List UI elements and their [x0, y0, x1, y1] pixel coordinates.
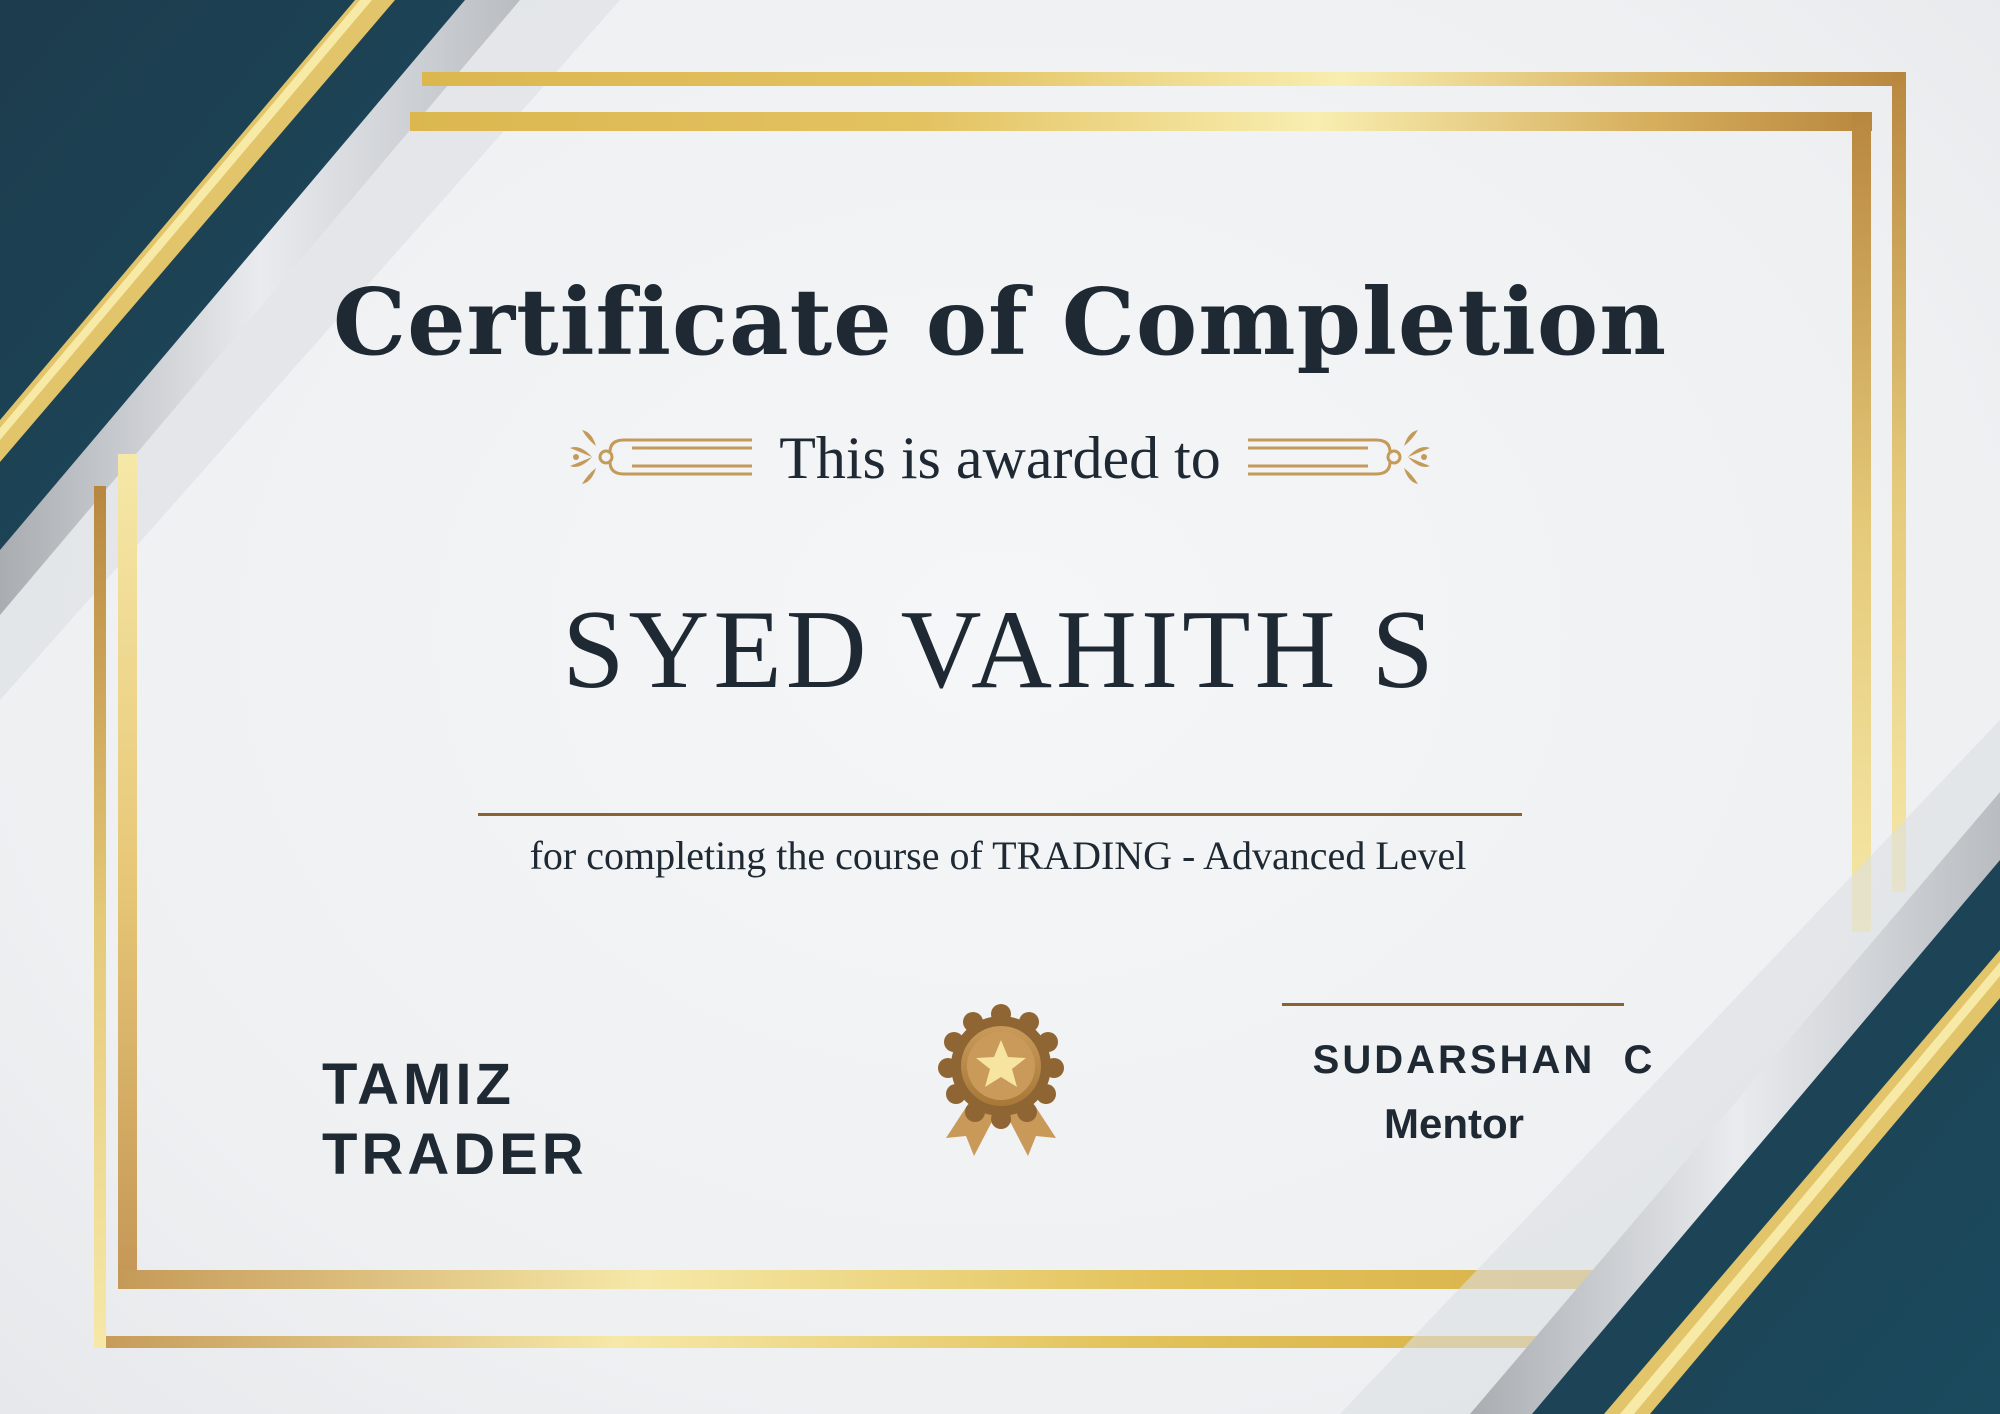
awarded-text: This is awarded to — [779, 425, 1221, 491]
awarded-row — [0, 418, 2000, 498]
certificate-title: Certificate of Completion — [332, 268, 1668, 376]
signatory-name: SUDARSHAN C — [1312, 1038, 1656, 1082]
signatory-title: Mentor — [1384, 1100, 1524, 1147]
ornament-right-icon — [1246, 422, 1434, 492]
course-description: for completing the course of TRADING - Advanced Level — [529, 833, 1467, 878]
name-underline — [478, 813, 1522, 816]
recipient-name: SYED VAHITH S — [562, 588, 1438, 712]
signature-line — [1282, 1003, 1624, 1006]
organization-name: TAMIZ TRADER — [322, 1052, 588, 1187]
award-ribbon-icon — [936, 1002, 1066, 1170]
